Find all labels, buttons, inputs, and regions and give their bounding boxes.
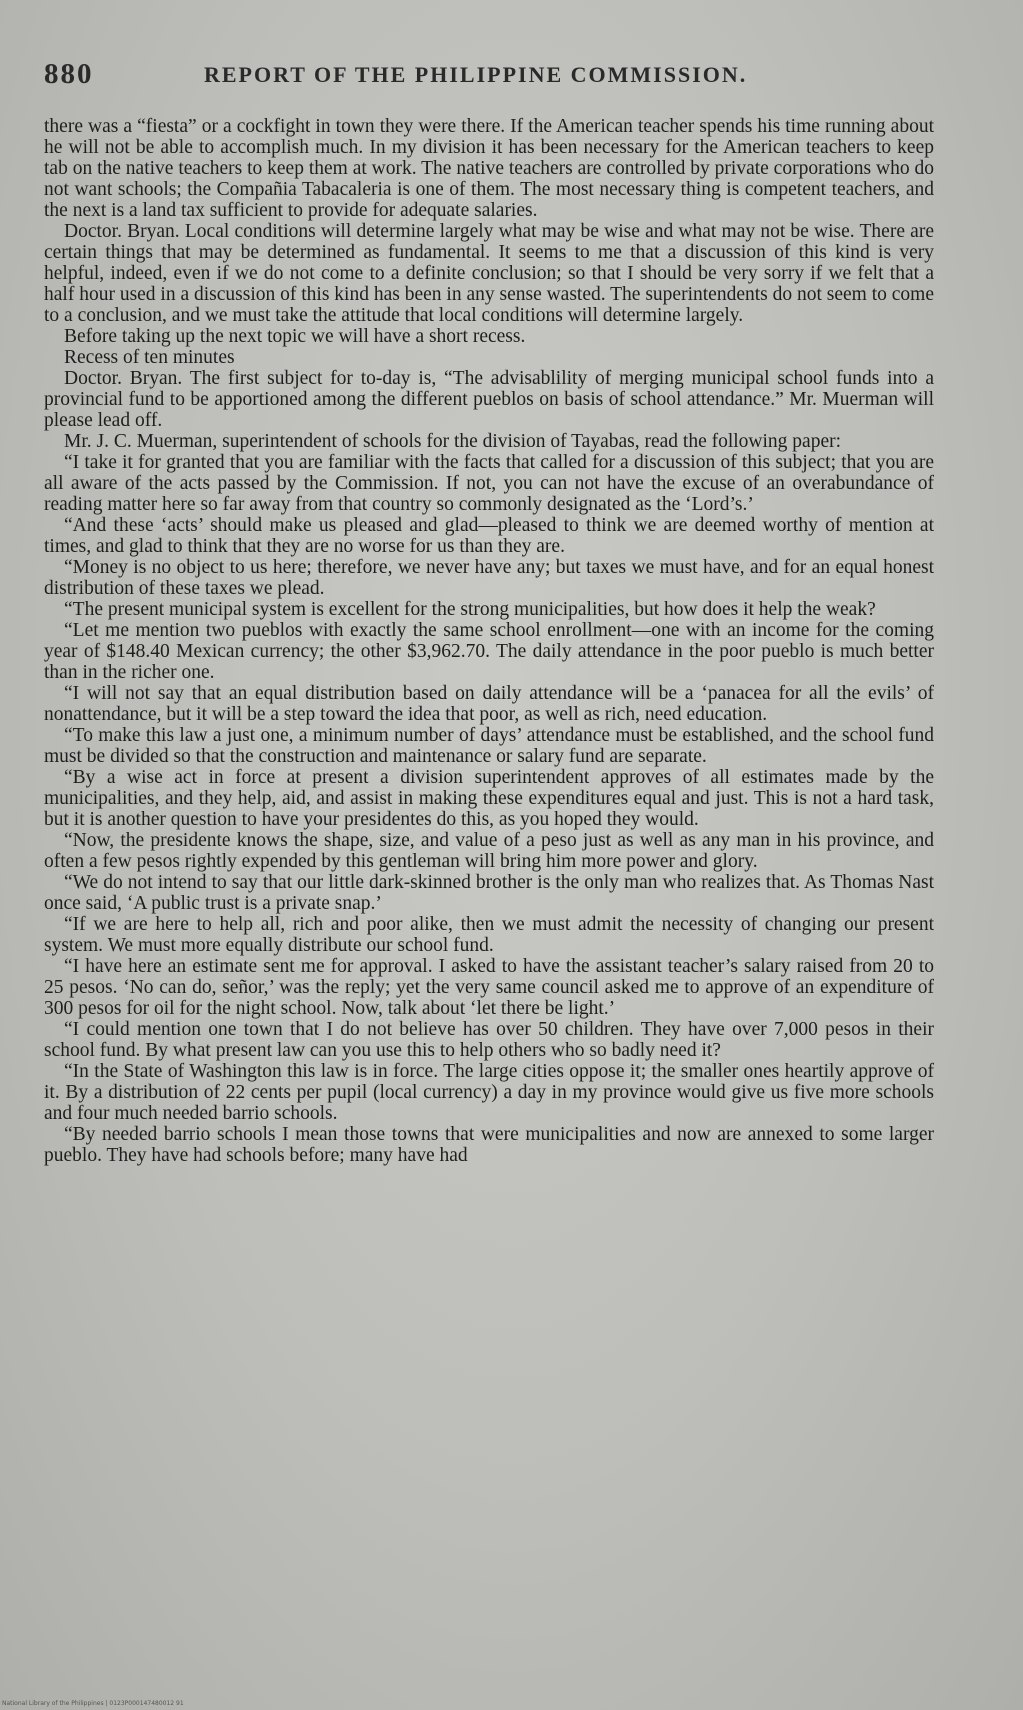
paragraph: “Money is no object to us here; therefore, we never have any; but taxes we must have, and for an equal honest distribution of these taxes we plead.: [44, 557, 934, 599]
page-number: 880: [44, 58, 94, 90]
page-header: [44, 58, 944, 94]
paragraph: “In the State of Washington this law is in force. The large cities oppose it; the smaller ones heartily approve of it. By a distribution of 22 cents per pupil (local currency) a day in my province would give us five more schools and four much needed barrio schools.: [44, 1061, 934, 1124]
paragraph: “By needed barrio schools I mean those towns that were municipalities and now are annexed to some larger pueblo. They have had schools before; many have had: [44, 1124, 934, 1166]
paragraph: “And these ‘acts’ should make us pleased and glad—pleased to think we are deemed worthy of mention at times, and glad to think that they are no worse for us than they are.: [44, 515, 934, 557]
body-text: [44, 116, 934, 1166]
paragraph: “To make this law a just one, a minimum number of days’ attendance must be established, and the school fund must be divided so that the construction and maintenance or salary fund are separate.: [44, 725, 934, 767]
paragraph: there was a “fiesta” or a cockfight in town they were there. If the American teacher spends his time running about he will not be able to accomplish much. In my division it has been necessary for the American teachers to keep tab on the native teachers to keep them at work. The native teachers are controlled by private corporations who do not want schools; the Compañia Tabacaleria is one of them. The most necessary thing is competent teachers, and the next is a land tax sufficient to provide for adequate salaries.: [44, 116, 934, 221]
paragraph: Recess of ten minutes: [64, 347, 235, 368]
paragraph: Mr. J. C. Muerman, superintendent of schools for the division of Tayabas, read the following paper:: [64, 431, 842, 452]
paragraph: “Let me mention two pueblos with exactly the same school enrollment—one with an income for the coming year of $148.40 Mexican currency; the other $3,962.70. The daily attendance in the poor pueblo is much better than in the richer one.: [44, 620, 934, 683]
scan-source-line: National Library of the Philippines | 0123P000147480012 91: [2, 1700, 184, 1707]
paragraph: Doctor. Bryan. Local conditions will determine largely what may be wise and what may not be wise. There are certain things that may be determined as fundamental. It seems to me that a discussion of this kind is very helpful, indeed, even if we do not come to a definite conclusion; so that I should be very sorry if we felt that a half hour used in a discussion of this kind has been in any sense wasted. The superintendents do not seem to come to a conclusion, and we must take the attitude that local conditions will determine largely.: [44, 221, 934, 326]
paragraph: “Now, the presidente knows the shape, size, and value of a peso just as well as any man in his province, and often a few pesos rightly expended by this gentleman will bring him more power and glory.: [44, 830, 934, 872]
paragraph: Before taking up the next topic we will have a short recess.: [64, 326, 526, 347]
paragraph: “I take it for granted that you are familiar with the facts that called for a discussion of this subject; that you are all aware of the acts passed by the Commission. If not, you can not have the excuse of an overabundance of reading matter here so far away from that country so commonly designated as the ‘Lord’s.’: [44, 452, 934, 515]
paragraph: “I have here an estimate sent me for approval. I asked to have the assistant teacher’s salary raised from 20 to 25 pesos. ‘No can do, señor,’ was the reply; yet the very same council asked me to approve of an expenditure of 300 pesos for oil for the night school. Now, talk about ‘let there be light.’: [44, 956, 934, 1019]
paragraph: Doctor. Bryan. The first subject for to-day is, “The advisablility of merging municipal school funds into a provincial fund to be apportioned among the different pueblos on basis of school attendance.” Mr. Muerman will please lead off.: [44, 368, 934, 431]
paragraph: “We do not intend to say that our little dark-skinned brother is the only man who realizes that. As Thomas Nast once said, ‘A public trust is a private snap.’: [44, 872, 934, 914]
running-head: REPORT OF THE PHILIPPINE COMMISSION.: [204, 62, 748, 87]
paragraph: “The present municipal system is excellent for the strong municipalities, but how does it help the weak?: [64, 599, 876, 620]
paragraph: “By a wise act in force at present a division superintendent approves of all estimates made by the municipalities, and they help, aid, and assist in making these expenditures equal and just. This is not a hard task, but it is another question to have your presidentes do this, as you hoped they would.: [44, 767, 934, 830]
paragraph: “I will not say that an equal distribution based on daily attendance will be a ‘panacea for all the evils’ of nonattendance, but it will be a step toward the idea that poor, as well as rich, need education.: [44, 683, 934, 725]
paragraph: “If we are here to help all, rich and poor alike, then we must admit the necessity of changing our present system. We must more equally distribute our school fund.: [44, 914, 934, 956]
paragraph: “I could mention one town that I do not believe has over 50 children. They have over 7,000 pesos in their school fund. By what present law can you use this to help others who so badly need it?: [44, 1019, 934, 1061]
